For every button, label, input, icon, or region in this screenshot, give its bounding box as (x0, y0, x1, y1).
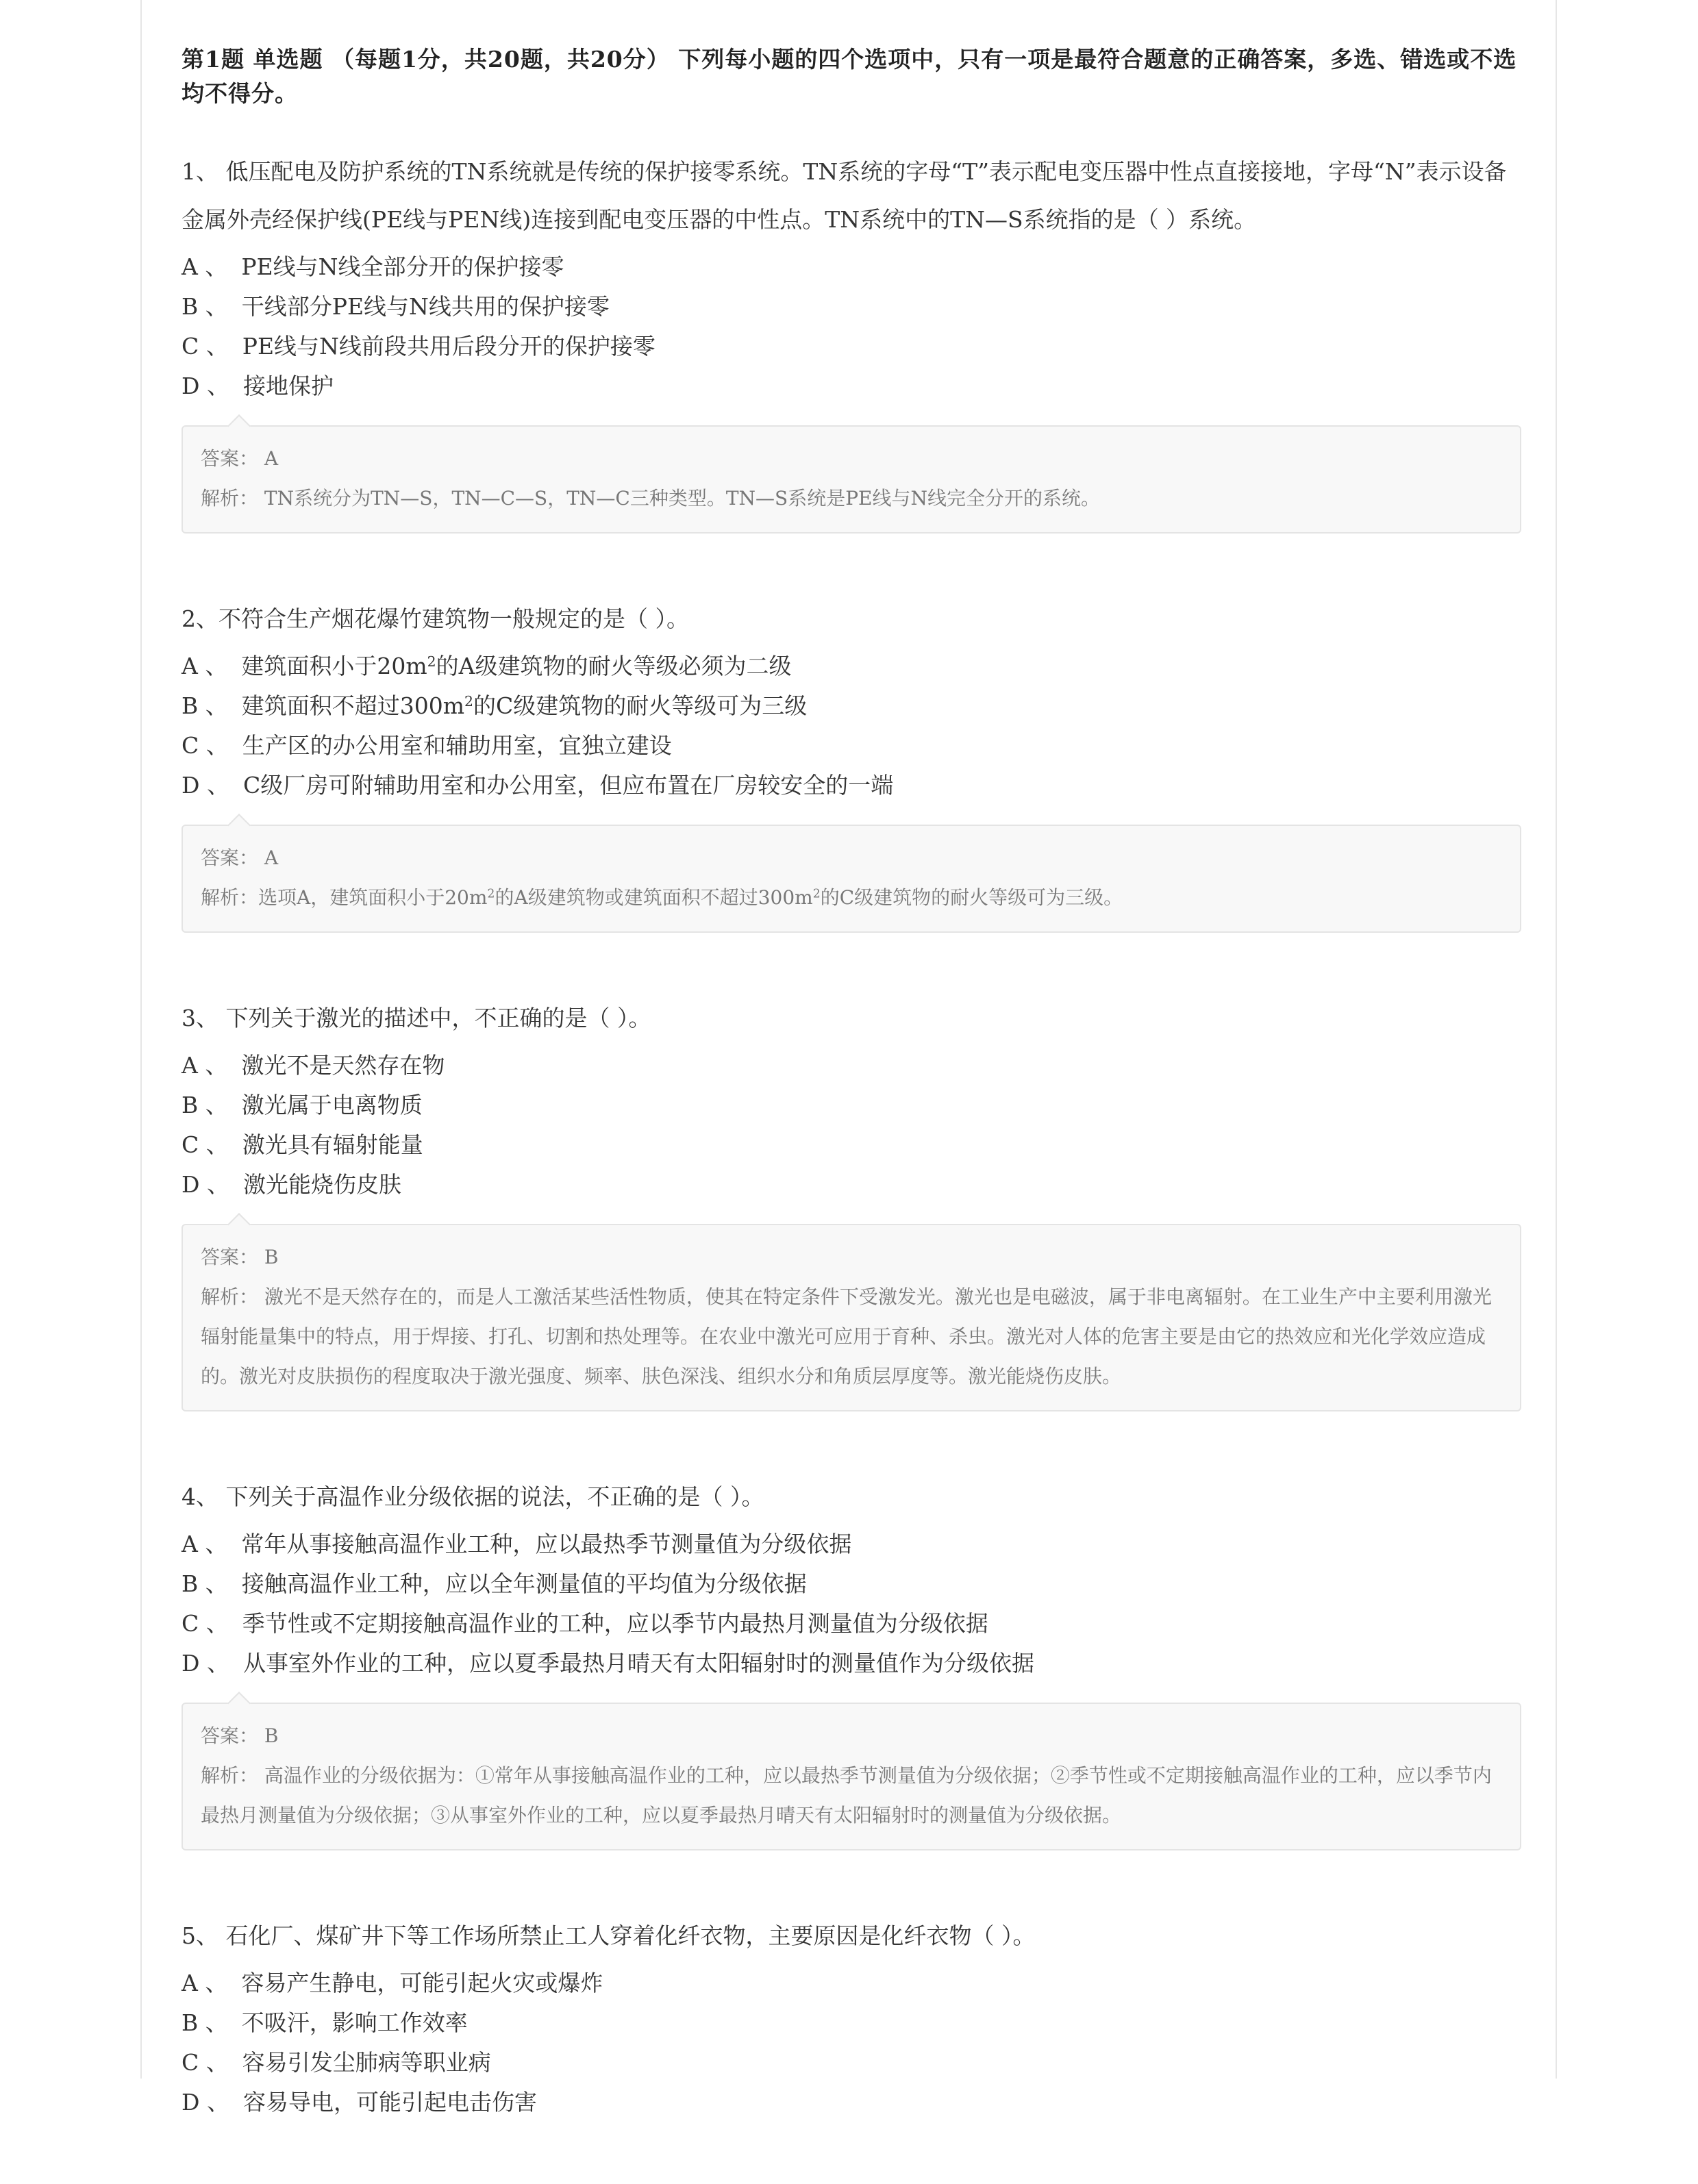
option-text: 从事室外作业的工种，应以夏季最热月晴天有太阳辐射时的测量值作为分级依据 (242, 1650, 1034, 1677)
option-c (182, 1604, 1521, 1644)
answer-label: 答案： (201, 1724, 259, 1747)
option-letter: A 、 (182, 1531, 228, 1557)
analysis-line (201, 479, 1502, 518)
document-content (182, 42, 1521, 2184)
answer-line (201, 1716, 1502, 1756)
option-text: 干线部分PE线与N线共用的保护接零 (241, 293, 610, 320)
option-letter: D 、 (182, 2089, 229, 2116)
question-2 (182, 595, 1521, 933)
option-letter: C 、 (182, 333, 229, 360)
option-a (182, 1524, 1521, 1564)
answer-line (201, 439, 1502, 479)
answer-value: B (264, 1724, 279, 1747)
option-text: 激光属于电离物质 (241, 1092, 423, 1118)
option-letter: B 、 (182, 1570, 228, 1597)
option-letter: B 、 (182, 2009, 228, 2036)
option-letter: D 、 (182, 373, 229, 399)
question-4 (182, 1473, 1521, 1850)
question-1 (182, 148, 1521, 534)
option-text: 激光不是天然存在物 (241, 1052, 445, 1079)
document-page (140, 0, 1557, 2116)
option-text: 常年从事接触高温作业工种，应以最热季节测量值为分级依据 (241, 1531, 852, 1557)
option-b (182, 1085, 1521, 1125)
question-stem: 2、不符合生产烟花爆竹建筑物一般规定的是（ ）。 (182, 605, 689, 632)
answer-line (201, 1238, 1502, 1277)
superscript: 2 (487, 887, 495, 901)
analysis-text: 选项A，建筑面积小于20m (258, 886, 488, 909)
option-text: 生产区的办公用室和辅助用室，宜独立建设 (242, 732, 672, 759)
analysis-label: 解析： (201, 1285, 259, 1308)
answer-box (182, 1703, 1521, 1850)
answer-line (201, 838, 1502, 878)
superscript: 2 (464, 692, 474, 710)
analysis-text: 的A级建筑物或建筑面积不超过300m (495, 886, 813, 909)
option-letter: A 、 (182, 653, 228, 679)
analysis-text: TN系统分为TN—S，TN—C—S，TN—C三种类型。TN—S系统是PE线与N线完全分开的系统。 (264, 487, 1100, 510)
option-letter: A 、 (182, 1970, 228, 1996)
option-d (182, 1644, 1521, 1683)
analysis-label: 解析： (201, 487, 259, 510)
answer-value: A (264, 846, 279, 869)
option-a (182, 1046, 1521, 1085)
answer-value: B (264, 1246, 279, 1268)
answer-box (182, 825, 1521, 933)
option-text: 接地保护 (242, 373, 334, 399)
analysis-label: 解析： (201, 1764, 259, 1787)
option-a (182, 647, 1521, 686)
superscript: 2 (427, 653, 436, 670)
answer-box (182, 1224, 1521, 1411)
option-d (182, 2083, 1521, 2122)
option-b (182, 686, 1521, 726)
option-letter: C 、 (182, 2049, 229, 2076)
analysis-line (201, 1756, 1502, 1835)
option-b (182, 1564, 1521, 1604)
option-c (182, 2043, 1521, 2083)
option-text: 容易导电，可能引起电击伤害 (242, 2089, 537, 2116)
option-text: 建筑面积不超过300m (241, 692, 465, 719)
question-stem: 1、 低压配电及防护系统的TN系统就是传统的保护接零系统。TN系统的字母“T”表示配电变压器中性点直接接地，字母“N”表示设备金属外壳经保护线(PE线与PEN线)连接到配电变压器的中性点。TN系统中的TN—S系统指的是（ ）系统。 (182, 158, 1507, 233)
option-c (182, 1125, 1521, 1165)
option-text: 的C级建筑物的耐火等级可为三级 (473, 692, 808, 719)
analysis-text: 激光不是天然存在的，而是人工激活某些活性物质，使其在特定条件下受激发光。激光也是电磁波，属于非电离辐射。在工业生产中主要利用激光辐射能量集中的特点，用于焊接、打孔、切割和热处理等。在农业中激光可应用于育种、杀虫。激光对人体的危害主要是由它的热效应和光化学效应造成的。激光对皮肤损伤的程度取决于激光强度、频率、肤色深浅、组织水分和角质层厚度等。激光能烧伤皮肤。 (201, 1285, 1492, 1388)
option-d (182, 366, 1521, 406)
option-text: C级厂房可附辅助用室和办公用室，但应布置在厂房较安全的一端 (242, 772, 894, 799)
option-letter: B 、 (182, 692, 228, 719)
option-c (182, 327, 1521, 366)
option-letter: A 、 (182, 253, 228, 280)
option-text: 容易产生静电，可能引起火灾或爆炸 (241, 1970, 603, 1996)
option-letter: D 、 (182, 1650, 229, 1677)
question-stem: 4、 下列关于高温作业分级依据的说法，不正确的是（ ）。 (182, 1483, 764, 1510)
option-text: PE线与N线前段共用后段分开的保护接零 (242, 333, 656, 360)
option-letter: D 、 (182, 772, 229, 799)
analysis-line (201, 1277, 1502, 1396)
answer-value: A (264, 447, 279, 470)
option-a (182, 247, 1521, 287)
option-text: 建筑面积小于20m (241, 653, 427, 679)
option-text: 不吸汗，影响工作效率 (241, 2009, 468, 2036)
analysis-label: 解析： (201, 886, 259, 909)
option-b (182, 287, 1521, 327)
option-b (182, 2003, 1521, 2043)
option-letter: C 、 (182, 1131, 229, 1158)
analysis-text: 的C级建筑物的耐火等级可为三级。 (820, 886, 1123, 909)
analysis-line (201, 878, 1502, 918)
option-text: 的A级建筑物的耐火等级必须为二级 (436, 653, 792, 679)
question-stem: 5、 石化厂、煤矿井下等工作场所禁止工人穿着化纤衣物，主要原因是化纤衣物（ ）。 (182, 1922, 1036, 1949)
option-letter: A 、 (182, 1052, 228, 1079)
option-d (182, 766, 1521, 805)
answer-label: 答案： (201, 447, 259, 470)
option-letter: B 、 (182, 293, 228, 320)
answer-label: 答案： (201, 846, 259, 869)
option-letter: C 、 (182, 1610, 229, 1637)
option-d (182, 1165, 1521, 1205)
answer-box (182, 425, 1521, 534)
option-text: 激光具有辐射能量 (242, 1131, 423, 1158)
superscript: 2 (812, 887, 821, 901)
option-text: 季节性或不定期接触高温作业的工种，应以季节内最热月测量值为分级依据 (242, 1610, 988, 1637)
question-3 (182, 994, 1521, 1411)
question-stem: 3、 下列关于激光的描述中，不正确的是（ ）。 (182, 1005, 651, 1031)
section-header: 第1题 单选题 （每题1分，共20题，共20分） 下列每小题的四个选项中，只有一项是最符合题意的正确答案，多选、错选或不选均不得分。 (182, 46, 1517, 107)
option-text: 激光能烧伤皮肤 (242, 1171, 401, 1198)
option-c (182, 726, 1521, 766)
option-text: PE线与N线全部分开的保护接零 (241, 253, 564, 280)
option-letter: D 、 (182, 1171, 229, 1198)
answer-label: 答案： (201, 1246, 259, 1268)
analysis-text: 高温作业的分级依据为：①常年从事接触高温作业的工种，应以最热季节测量值为分级依据；②季节性或不定期接触高温作业的工种，应以季节内最热月测量值为分级依据；③从事室外作业的工种，应以夏季最热月晴天有太阳辐射时的测量值为分级依据。 (201, 1764, 1492, 1827)
question-5 (182, 1912, 1521, 2122)
option-a (182, 1963, 1521, 2003)
option-letter: C 、 (182, 732, 229, 759)
option-text: 接触高温作业工种，应以全年测量值的平均值为分级依据 (241, 1570, 807, 1597)
option-letter: B 、 (182, 1092, 228, 1118)
option-text: 容易引发尘肺病等职业病 (242, 2049, 491, 2076)
